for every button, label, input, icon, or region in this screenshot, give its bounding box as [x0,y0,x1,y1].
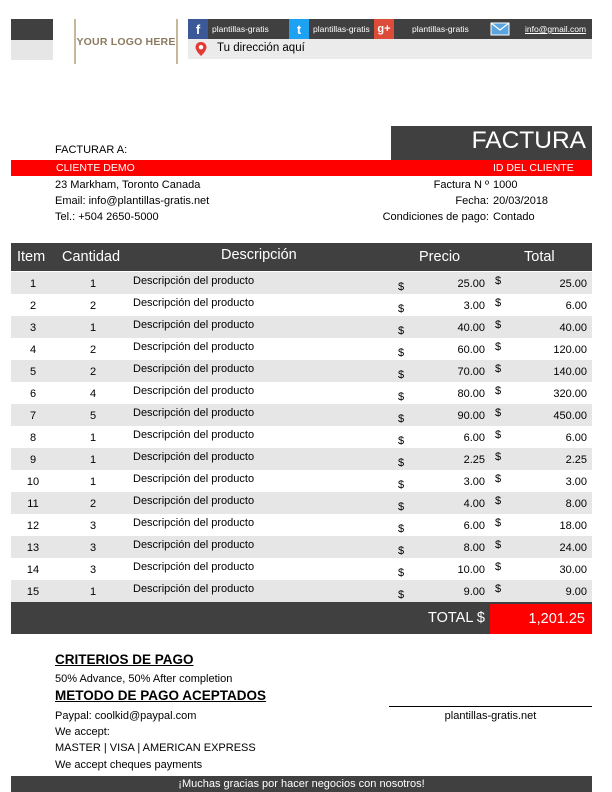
item-total: 30.00 [559,564,587,576]
header-description: Descripción [221,247,297,263]
logo-text: YOUR LOGO HERE [76,35,176,48]
table-row [11,492,592,514]
total-currency: $ [495,275,502,287]
item-total: 3.00 [565,476,587,488]
item-total: 18.00 [559,520,587,532]
item-price: 3.00 [463,476,485,488]
total-row [11,602,592,634]
table-row [11,360,592,382]
total-value: 1,201.25 [528,611,585,627]
invoice-date-label: Fecha: [455,195,489,207]
price-currency: $ [398,281,405,293]
client-phone: Tel.: +504 2650-5000 [55,211,159,223]
item-number: 12 [26,520,40,532]
item-number: 11 [27,498,39,510]
total-currency: $ [495,319,502,331]
item-number: 3 [29,322,37,334]
client-band [11,160,592,176]
mail-icon [490,19,510,39]
item-total: 9.00 [565,586,587,598]
item-total: 6.00 [565,432,587,444]
total-currency: $ [495,561,502,573]
item-price: 90.00 [457,410,485,422]
item-description: Descripción del producto [133,517,255,529]
googleplus-icon: g+ [374,19,394,39]
item-price: 40.00 [457,322,485,334]
price-currency: $ [398,347,405,359]
item-total: 6.00 [565,300,587,312]
accepted-cards: MASTER | VISA | AMERICAN EXPRESS [55,742,256,754]
googleplus-handle: plantillas-gratis [412,24,469,34]
price-currency: $ [398,589,405,601]
item-total: 120.00 [553,344,587,356]
item-description: Descripción del producto [133,385,255,397]
item-number: 7 [29,410,37,422]
paypal-account: Paypal: coolkid@paypal.com [55,710,197,722]
price-currency: $ [398,479,405,491]
item-quantity: 3 [89,564,97,576]
cheques-note: We accept cheques payments [55,759,203,771]
company-address: Tu dirección aquí [217,42,305,54]
item-description: Descripción del producto [133,583,255,595]
table-row [11,536,592,558]
location-pin-icon [193,41,209,57]
item-description: Descripción del producto [133,451,255,463]
item-price: 70.00 [457,366,485,378]
item-number: 10 [26,476,40,488]
price-currency: $ [398,435,405,447]
item-description: Descripción del producto [133,275,255,287]
item-number: 9 [29,454,37,466]
item-number: 8 [29,432,37,444]
header-item: Item [17,249,46,265]
total-currency: $ [495,583,502,595]
header-price: Precio [419,249,461,265]
total-currency: $ [495,473,502,485]
payment-terms: Contado [493,211,535,223]
table-row [11,382,592,404]
signature-line [389,706,592,707]
item-total: 320.00 [553,388,587,400]
social-bar [188,19,592,39]
total-currency: $ [495,385,502,397]
total-currency: $ [495,297,502,309]
social-googleplus[interactable] [374,19,469,39]
website-text: plantillas-gratis.net [444,710,537,722]
item-number: 14 [26,564,40,576]
item-description: Descripción del producto [133,363,255,375]
item-quantity: 1 [89,454,97,466]
item-quantity: 2 [89,344,97,356]
item-quantity: 1 [89,586,97,598]
table-row [11,448,592,470]
invoice-title: FACTURA [471,127,586,154]
item-price: 10.00 [457,564,485,576]
item-quantity: 1 [89,322,97,334]
client-name: CLIENTE DEMO [56,162,135,174]
total-currency: $ [495,341,502,353]
total-currency: $ [495,517,502,529]
payment-criteria-text: 50% Advance, 50% After completion [55,673,233,685]
header-quantity: Cantidad [62,249,121,265]
item-number: 13 [26,542,40,554]
item-price: 2.25 [463,454,485,466]
table-row [11,580,592,602]
price-currency: $ [398,391,405,403]
price-currency: $ [398,303,405,315]
invoice-date: 20/03/2018 [493,195,549,207]
client-id: ID DEL CLIENTE [493,162,574,174]
price-currency: $ [398,523,405,535]
total-currency: $ [495,407,502,419]
item-total: 25.00 [559,278,587,290]
item-description: Descripción del producto [133,341,255,353]
item-quantity: 2 [89,498,97,510]
table-row [11,558,592,580]
item-description: Descripción del producto [133,319,255,331]
invoice-number-label: Factura N º [433,179,489,191]
items-table-body [11,272,592,602]
client-email: Email: info@plantillas-gratis.net [55,195,210,207]
price-currency: $ [398,369,405,381]
item-number: 2 [29,300,37,312]
total-box [490,604,592,634]
social-facebook[interactable] [188,19,269,39]
item-quantity: 2 [89,300,97,312]
item-price: 6.00 [463,432,485,444]
item-price: 9.00 [463,586,485,598]
total-currency: $ [495,539,502,551]
item-description: Descripción del producto [133,539,255,551]
header-total: Total [524,249,555,265]
item-number: 5 [29,366,37,378]
table-row [11,470,592,492]
logo-placeholder [74,19,178,64]
item-description: Descripción del producto [133,495,255,507]
total-currency: $ [495,451,502,463]
item-description: Descripción del producto [133,407,255,419]
item-quantity: 1 [89,476,97,488]
header-light-block [11,40,53,60]
total-currency: $ [495,495,502,507]
payment-terms-label: Condiciones de pago: [382,211,489,223]
item-price: 6.00 [463,520,485,532]
item-description: Descripción del producto [133,297,255,309]
item-price: 80.00 [457,388,485,400]
item-quantity: 2 [89,366,97,378]
table-row [11,404,592,426]
invoice-title-box [391,126,592,160]
table-row [11,272,592,294]
total-label: TOTAL $ [428,610,485,626]
payment-criteria-title: CRITERIOS DE PAGO [55,652,194,667]
table-row [11,294,592,316]
social-email[interactable] [490,19,510,39]
item-total: 140.00 [553,366,587,378]
item-quantity: 1 [89,278,97,290]
item-number: 4 [29,344,37,356]
price-currency: $ [398,545,405,557]
item-quantity: 3 [89,542,97,554]
item-price: 8.00 [463,542,485,554]
bill-to-label: FACTURAR A: [55,144,128,156]
item-quantity: 4 [89,388,97,400]
price-currency: $ [398,413,405,425]
table-row [11,426,592,448]
email-link[interactable]: info@gmail.com [525,24,587,34]
accepted-label: We accept: [55,726,110,738]
twitter-handle: plantillas-gratis [313,24,370,34]
item-price: 60.00 [457,344,485,356]
payment-methods-title: METODO DE PAGO ACEPTADOS [55,688,267,703]
item-total: 40.00 [559,322,587,334]
twitter-icon: t [289,19,309,39]
item-number: 6 [29,388,37,400]
price-currency: $ [398,567,405,579]
item-description: Descripción del producto [133,561,255,573]
item-total: 8.00 [565,498,587,510]
address-bar [188,39,592,59]
item-description: Descripción del producto [133,429,255,441]
thank-you-bar [11,776,592,792]
facebook-handle: plantillas-gratis [212,24,269,34]
item-description: Descripción del producto [133,473,255,485]
item-total: 2.25 [565,454,587,466]
items-table-header [11,243,592,271]
item-price: 3.00 [463,300,485,312]
table-row [11,316,592,338]
total-currency: $ [495,363,502,375]
price-currency: $ [398,457,405,469]
item-number: 15 [26,586,40,598]
item-quantity: 1 [89,432,97,444]
thank-you-text: ¡Muchas gracias por hacer negocios con nosotros! [178,778,425,790]
invoice-number: 1000 [493,179,518,191]
facebook-icon: f [188,19,208,39]
item-total: 450.00 [553,410,587,422]
social-twitter[interactable] [289,19,370,39]
item-price: 4.00 [463,498,485,510]
total-currency: $ [495,429,502,441]
item-price: 25.00 [457,278,485,290]
client-address: 23 Markham, Toronto Canada [55,179,201,191]
price-currency: $ [398,325,405,337]
price-currency: $ [398,501,405,513]
item-number: 1 [29,278,37,290]
item-quantity: 3 [89,520,97,532]
table-row [11,514,592,536]
table-row [11,338,592,360]
item-total: 24.00 [559,542,587,554]
header-dark-block [11,19,53,40]
item-quantity: 5 [89,410,97,422]
